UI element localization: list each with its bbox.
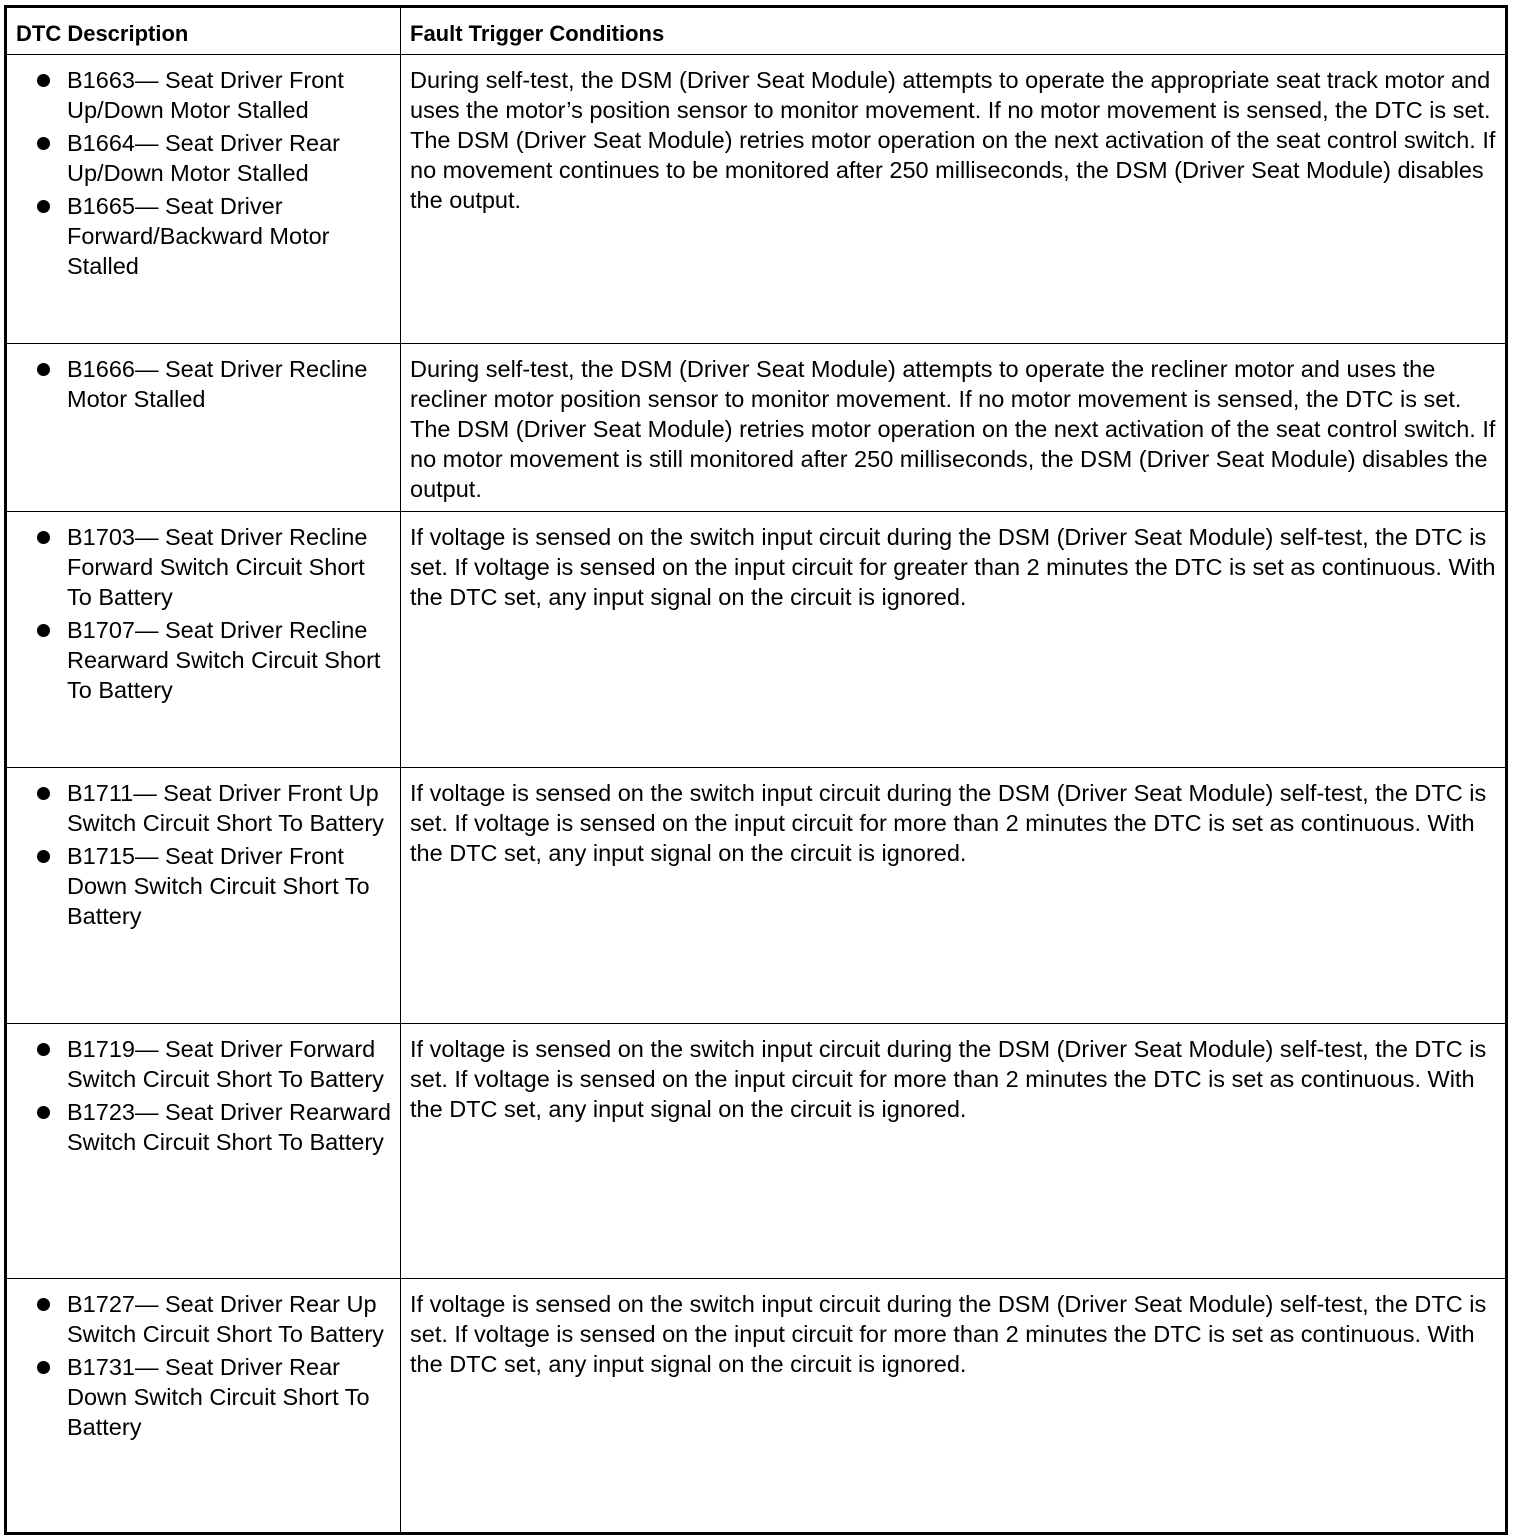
dtc-description-cell xyxy=(6,512,401,768)
header-row xyxy=(6,7,1507,55)
bullet-icon xyxy=(37,137,50,150)
bullet-icon xyxy=(37,1298,50,1311)
fault-condition-cell xyxy=(401,1024,1507,1279)
dtc-item-text: B1707— Seat Driver Recline Rearward Switch Circuit Short To Battery xyxy=(67,617,381,703)
dtc-list xyxy=(16,1034,391,1157)
table-row xyxy=(6,512,1507,768)
dtc-description-cell xyxy=(6,1279,401,1534)
dtc-list xyxy=(16,778,391,931)
dtc-list-item xyxy=(16,1034,391,1094)
dtc-item-text: B1723— Seat Driver Rearward Switch Circuit Short To Battery xyxy=(67,1099,391,1155)
bullet-icon xyxy=(37,531,50,544)
dtc-item-text: B1666— Seat Driver Recline Motor Stalled xyxy=(67,356,368,412)
bullet-icon xyxy=(37,850,50,863)
header-dtc-description: DTC Description xyxy=(6,7,401,55)
table-row xyxy=(6,768,1507,1024)
dtc-item-text: B1665— Seat Driver Forward/Backward Motor Stalled xyxy=(67,193,330,279)
dtc-item-text: B1663— Seat Driver Front Up/Down Motor Stalled xyxy=(67,67,344,123)
bullet-icon xyxy=(37,1043,50,1056)
table-header xyxy=(6,7,1507,55)
fault-condition-cell xyxy=(401,1279,1507,1534)
dtc-item-text: B1731— Seat Driver Rear Down Switch Circuit Short To Battery xyxy=(67,1354,370,1440)
dtc-list-item xyxy=(16,65,391,125)
bullet-icon xyxy=(37,200,50,213)
dtc-list-item xyxy=(16,191,391,281)
dtc-list xyxy=(16,65,391,281)
dtc-list-item xyxy=(16,1289,391,1349)
dtc-list-item xyxy=(16,1352,391,1442)
bullet-icon xyxy=(37,74,50,87)
dtc-item-text: B1719— Seat Driver Forward Switch Circuit Short To Battery xyxy=(67,1036,384,1092)
dtc-description-cell xyxy=(6,1024,401,1279)
fault-condition-cell xyxy=(401,768,1507,1024)
dtc-description-cell xyxy=(6,768,401,1024)
dtc-list-item xyxy=(16,354,391,414)
fault-condition-text: If voltage is sensed on the switch input circuit during the DSM (Driver Seat Module) self-test, the DTC is set. If voltage is sensed on the input circuit for more than 2 minutes the DTC is set as continuous. With the DTC set, any input signal on the circuit is ignored. xyxy=(410,1036,1487,1122)
bullet-icon xyxy=(37,1106,50,1119)
dtc-item-text: B1711— Seat Driver Front Up Switch Circuit Short To Battery xyxy=(67,780,384,836)
dtc-list-item xyxy=(16,615,391,705)
table-body xyxy=(6,55,1507,1534)
bullet-icon xyxy=(37,787,50,800)
dtc-description-cell xyxy=(6,344,401,512)
dtc-list xyxy=(16,354,391,414)
fault-condition-cell xyxy=(401,512,1507,768)
dtc-item-text: B1727— Seat Driver Rear Up Switch Circuit Short To Battery xyxy=(67,1291,384,1347)
dtc-list-item xyxy=(16,841,391,931)
table-row xyxy=(6,344,1507,512)
fault-condition-text: During self-test, the DSM (Driver Seat Module) attempts to operate the appropriate seat track motor and uses the motor’s position sensor to monitor movement. If no motor movement is sensed, the DTC is set. The DSM (Driver Seat Module) retries motor operation on the next activation of the seat control switch. If no movement continues to be monitored after 250 milliseconds, the DSM (Driver Seat Module) disables the output. xyxy=(410,67,1496,213)
dtc-list-item xyxy=(16,778,391,838)
bullet-icon xyxy=(37,1361,50,1374)
dtc-description-cell xyxy=(6,55,401,344)
dtc-list-item xyxy=(16,1097,391,1157)
dtc-item-text: B1703— Seat Driver Recline Forward Switch Circuit Short To Battery xyxy=(67,524,368,610)
fault-condition-cell xyxy=(401,55,1507,344)
header-fault-trigger-conditions: Fault Trigger Conditions xyxy=(401,7,1507,55)
dtc-list xyxy=(16,1289,391,1442)
fault-condition-text: If voltage is sensed on the switch input circuit during the DSM (Driver Seat Module) self-test, the DTC is set. If voltage is sensed on the input circuit for more than 2 minutes the DTC is set as continuous. With the DTC set, any input signal on the circuit is ignored. xyxy=(410,1291,1487,1377)
bullet-icon xyxy=(37,624,50,637)
dtc-item-text: B1664— Seat Driver Rear Up/Down Motor Stalled xyxy=(67,130,340,186)
table-row xyxy=(6,55,1507,344)
fault-condition-cell xyxy=(401,344,1507,512)
dtc-list-item xyxy=(16,128,391,188)
fault-condition-text: If voltage is sensed on the switch input circuit during the DSM (Driver Seat Module) self-test, the DTC is set. If voltage is sensed on the input circuit for greater than 2 minutes the DTC is set as continuous. With the DTC set, any input signal on the circuit is ignored. xyxy=(410,524,1496,610)
table-row xyxy=(6,1024,1507,1279)
fault-condition-text: If voltage is sensed on the switch input circuit during the DSM (Driver Seat Module) self-test, the DTC is set. If voltage is sensed on the input circuit for more than 2 minutes the DTC is set as continuous. With the DTC set, any input signal on the circuit is ignored. xyxy=(410,780,1487,866)
dtc-list-item xyxy=(16,522,391,612)
fault-condition-text: During self-test, the DSM (Driver Seat Module) attempts to operate the recliner motor and uses the recliner motor position sensor to monitor movement. If no motor movement is sensed, the DTC is set. The DSM (Driver Seat Module) retries motor operation on the next activation of the seat control switch. If no motor movement is still monitored after 250 milliseconds, the DSM (Driver Seat Module) disables the output. xyxy=(410,356,1496,502)
dtc-list xyxy=(16,522,391,705)
bullet-icon xyxy=(37,363,50,376)
dtc-item-text: B1715— Seat Driver Front Down Switch Circuit Short To Battery xyxy=(67,843,370,929)
dtc-table xyxy=(4,5,1508,1535)
table-row xyxy=(6,1279,1507,1534)
